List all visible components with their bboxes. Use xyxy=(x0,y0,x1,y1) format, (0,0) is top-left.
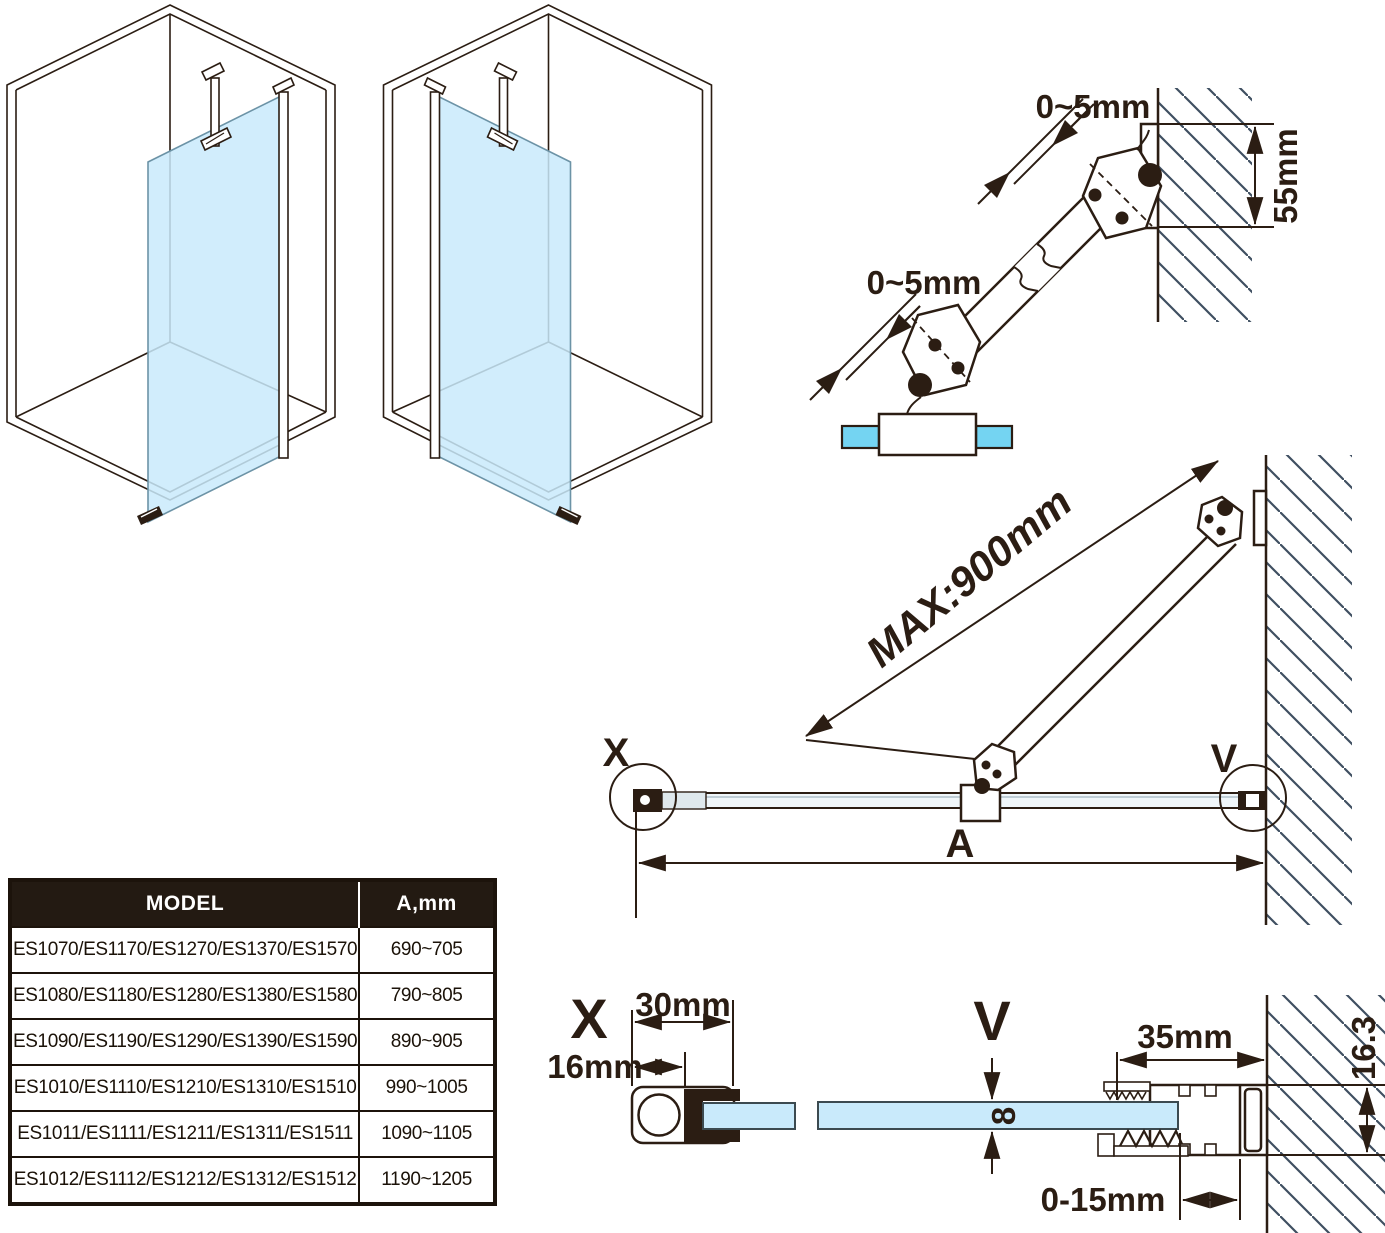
wall-profile xyxy=(279,92,288,458)
end-profile-fitting xyxy=(633,789,706,812)
table-header-row xyxy=(10,880,495,927)
iso-view-wall-left xyxy=(384,5,712,525)
glass-edge xyxy=(703,1103,795,1129)
wall-profile-fitting xyxy=(1238,791,1266,810)
model-cell: ES1011/ES1111/ES1211/ES1311/ES1511 xyxy=(10,1111,359,1157)
a-cell: 890~905 xyxy=(359,1019,495,1065)
marker-x-label: X xyxy=(602,731,630,775)
table-row xyxy=(10,1157,495,1204)
a-cell: 990~1005 xyxy=(359,1065,495,1111)
model-cell: ES1012/ES1112/ES1212/ES1312/ES1512 xyxy=(10,1157,359,1204)
glass-clamp xyxy=(842,414,1012,455)
clamp-lip xyxy=(1104,1082,1150,1099)
model-cell: ES1070/ES1170/ES1270/ES1370/ES1570 xyxy=(10,927,359,973)
header-a-mm: A,mm xyxy=(359,880,495,927)
header-model: MODEL xyxy=(10,880,359,927)
wall-hatch xyxy=(1266,455,1352,925)
model-cell: ES1010/ES1110/ES1210/ES1310/ES1510 xyxy=(10,1065,359,1111)
size-table xyxy=(8,878,497,1206)
table-row xyxy=(10,1065,495,1111)
profile-width-label: 30mm xyxy=(635,986,731,1023)
plan-view xyxy=(603,455,1352,925)
a-cell: 690~705 xyxy=(359,927,495,973)
glass-panel xyxy=(148,95,283,522)
profile-width-label: 35mm xyxy=(1137,1018,1233,1055)
glass-panel-plan xyxy=(636,793,1266,808)
tube-width-label: 16mm xyxy=(547,1048,643,1085)
model-cell: ES1080/ES1180/ES1280/ES1380/ES1580 xyxy=(10,973,359,1019)
section-detail-v xyxy=(818,989,1385,1233)
a-cell: 1190~1205 xyxy=(359,1157,495,1204)
lower-pivot-bracket xyxy=(903,305,980,414)
iso-view-wall-right xyxy=(7,5,335,525)
a-cell: 790~805 xyxy=(359,973,495,1019)
support-bar-detail xyxy=(810,88,1304,455)
glass-thickness-label: 8 xyxy=(985,1106,1022,1126)
plate-height-label: 55mm xyxy=(1267,128,1304,224)
section-v-title: V xyxy=(973,989,1011,1052)
section-detail-x xyxy=(547,986,795,1143)
gap-annotation-bottom xyxy=(810,294,920,400)
width-a-label: A xyxy=(945,822,975,866)
marker-v-label: V xyxy=(1210,737,1238,781)
table-row xyxy=(10,927,495,973)
table-row xyxy=(10,1019,495,1065)
table-row xyxy=(10,1111,495,1157)
model-cell: ES1090/ES1190/ES1290/ES1390/ES1590 xyxy=(10,1019,359,1065)
max-length-label: MAX:900mm xyxy=(857,477,1081,676)
gap-top-label: 0~5mm xyxy=(1035,88,1151,125)
profile-height-label: 16.3 xyxy=(1345,1015,1382,1081)
support-bar xyxy=(984,526,1236,778)
profile-tube xyxy=(639,1095,680,1136)
clamp-glass-left xyxy=(842,426,879,448)
glass-clamp-plan xyxy=(961,744,1016,821)
wall-spacer-bar xyxy=(1245,1089,1261,1151)
dimension-max-900 xyxy=(806,461,1218,759)
clamp-glass-right xyxy=(976,426,1012,448)
a-cell: 1090~1105 xyxy=(359,1111,495,1157)
adjust-range-label: 0-15mm xyxy=(1040,1181,1166,1218)
section-x-title: X xyxy=(570,987,608,1050)
gap-bottom-label: 0~5mm xyxy=(866,264,982,301)
table-row xyxy=(10,973,495,1019)
wall-bracket-plan xyxy=(1198,491,1266,546)
